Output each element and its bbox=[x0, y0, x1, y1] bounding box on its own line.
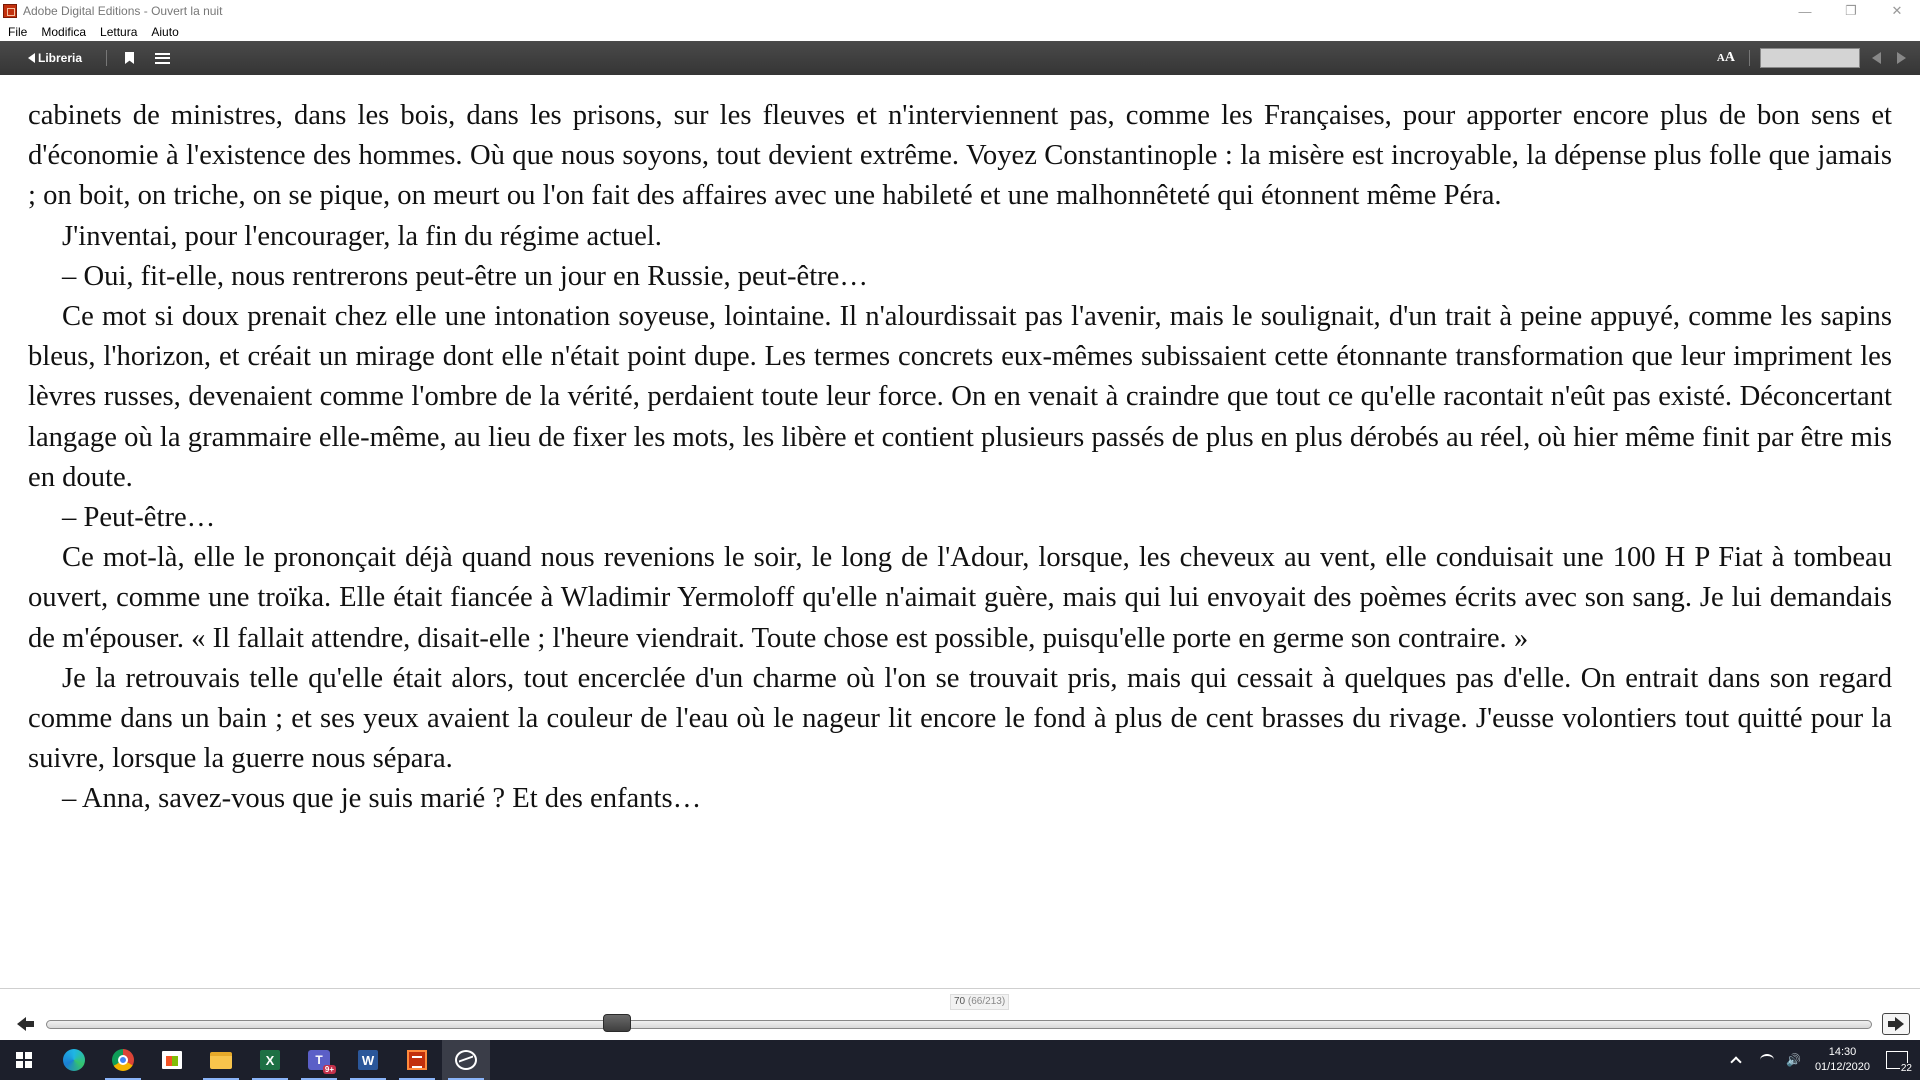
menu-modifica[interactable]: Modifica bbox=[41, 24, 87, 39]
restore-button[interactable]: ❐ bbox=[1845, 3, 1857, 18]
chrome-icon bbox=[112, 1049, 134, 1071]
adobe-digital-editions-taskbar-icon bbox=[407, 1050, 427, 1070]
excel-icon: X bbox=[260, 1050, 280, 1070]
next-page-button[interactable] bbox=[1882, 1013, 1910, 1035]
bookmark-icon[interactable] bbox=[125, 52, 134, 64]
menu-lettura[interactable]: Lettura bbox=[100, 24, 138, 39]
taskbar-excel[interactable] bbox=[246, 1040, 294, 1080]
taskbar-word[interactable] bbox=[344, 1040, 392, 1080]
windows-taskbar bbox=[0, 1040, 1920, 1080]
toolbar-divider-right bbox=[1749, 50, 1750, 66]
store-icon bbox=[162, 1051, 182, 1069]
minimize-button[interactable]: — bbox=[1798, 3, 1812, 19]
search-input[interactable] bbox=[1760, 48, 1860, 68]
paragraph: Ce mot si doux prenait chez elle une intonation soyeuse, lointaine. Il n'alourdissait pas l'avenir, mais le soulignait, d'un trait à peine appuyé, comme les sapins bleus, l'horizon, et créait un mirage dont elle n'était point dupe. Les termes concrets eux-mêmes subissaient cette étonnante transformation que leur impriment les lèvres russes, devenaient comme l'ombre de la vérité, perdaient toute leur force. On en venait à craindre que tout ce qu'elle racontait n'eût pas existé. Déconcertant langage où la grammaire elle-même, au lieu de fixer les mots, les libère et contient plusieurs passés de plus en plus dérobés au réel, où hier même finit par être mis en doute. bbox=[28, 301, 1892, 493]
paragraph: Ce mot-là, elle le prononçait déjà quand nous revenions le soir, le long de l'Adour, lorsque, les cheveux au vent, elle conduisait une 100 H P Fiat à tombeau ouvert, comme une troïka. Elle était fiancée à Wladimir Yermoloff qu'elle n'aimait guère, mais qui lui envoyait des poèmes écrits avec son sang. Je lui demandais de m'épouser. « Il fallait attendre, disait-elle ; l'heure viendrait. Toute chose est possible, puisqu'elle porte en germe son contraire. » bbox=[28, 542, 1892, 654]
photos-icon bbox=[455, 1050, 477, 1070]
page-slider-track[interactable] bbox=[46, 1020, 1872, 1029]
start-button[interactable] bbox=[0, 1040, 48, 1080]
page-number: 70 bbox=[954, 996, 966, 1007]
taskbar-chrome[interactable] bbox=[99, 1040, 147, 1080]
taskbar-edge[interactable] bbox=[50, 1040, 98, 1080]
paragraph: – Oui, fit-elle, nous rentrerons peut-être un jour en Russie, peut-être… bbox=[62, 260, 868, 292]
content-divider bbox=[0, 988, 1920, 989]
taskbar-teams[interactable] bbox=[295, 1040, 343, 1080]
volume-icon[interactable]: 🔊 bbox=[1785, 1053, 1801, 1067]
chevron-up-icon[interactable] bbox=[1730, 1056, 1741, 1067]
taskbar-file-explorer[interactable] bbox=[197, 1040, 245, 1080]
window-controls bbox=[1782, 0, 1920, 22]
clock-time: 14:30 bbox=[1828, 1046, 1857, 1058]
window-title: Adobe Digital Editions - Ouvert la nuit bbox=[23, 4, 223, 18]
menu-aiuto[interactable]: Aiuto bbox=[151, 24, 179, 39]
menu-bar bbox=[0, 22, 1920, 41]
toolbar-divider bbox=[106, 50, 107, 66]
teams-icon: T 9+ bbox=[308, 1050, 330, 1070]
page-slider-thumb[interactable] bbox=[603, 1014, 631, 1032]
word-icon: W bbox=[358, 1050, 378, 1070]
previous-page-icon[interactable] bbox=[17, 1016, 35, 1032]
adobe-digital-editions-icon bbox=[3, 4, 17, 18]
table-of-contents-icon[interactable] bbox=[155, 53, 170, 64]
back-triangle-icon bbox=[28, 53, 35, 63]
page-indicator bbox=[950, 994, 1009, 1010]
taskbar-adobe-digital-editions[interactable] bbox=[393, 1040, 441, 1080]
reader-toolbar bbox=[0, 41, 1920, 75]
font-size-icon[interactable]: AA bbox=[1716, 50, 1735, 65]
edge-icon bbox=[63, 1049, 85, 1071]
page-navigation-bar bbox=[0, 1010, 1920, 1040]
close-button[interactable]: ✕ bbox=[1891, 3, 1903, 18]
network-icon[interactable] bbox=[1760, 1054, 1774, 1066]
paragraph: cabinets de ministres, dans les bois, dans les prisons, sur les fleuves et n'interviennent pas, comme les Françaises, pour apporter encore plus de bon sens et d'économie à l'existence des hommes. Où que nous soyons, tout devient extrême. Voyez Constantinople : la misère est incroyable, la dépense plus folle que jamais ; on boit, on triche, on se pique, on meurt ou l'on fait des affaires avec une habileté et une malhonnêteté qui étonnent même Péra. bbox=[28, 100, 1892, 212]
previous-result-icon[interactable] bbox=[1872, 52, 1881, 64]
menu-file[interactable]: File bbox=[8, 24, 28, 39]
notification-count: 22 bbox=[1900, 1063, 1912, 1074]
folder-icon bbox=[210, 1052, 232, 1069]
notification-icon[interactable] bbox=[1886, 1051, 1912, 1074]
book-page-content bbox=[28, 96, 1892, 820]
paragraph: – Anna, savez-vous que je suis marié ? Et des enfants… bbox=[62, 783, 702, 815]
clock-date: 01/12/2020 bbox=[1814, 1061, 1870, 1073]
paragraph: J'inventai, pour l'encourager, la fin du régime actuel. bbox=[62, 220, 662, 252]
system-tray bbox=[1732, 1040, 1920, 1080]
teams-badge: 9+ bbox=[324, 1065, 334, 1074]
paragraph: – Peut-être… bbox=[62, 502, 216, 534]
title-bar bbox=[0, 0, 1920, 22]
system-clock[interactable] bbox=[1815, 1045, 1870, 1075]
next-result-icon[interactable] bbox=[1897, 52, 1906, 64]
taskbar-store[interactable] bbox=[148, 1040, 196, 1080]
library-label: Libreria bbox=[38, 51, 83, 65]
paragraph: Je la retrouvais telle qu'elle était alors, tout encerclée d'un charme où l'on se trouvait pris, mais qui cessait à quelques pas d'elle. On entrait dans son regard comme dans un bain ; et ses yeux avaient la couleur de l'eau où le nageur lit encore le fond à plus de cent brasses du rivage. J'eusse volontiers tout quitté pour la suivre, lorsque la guerre nous sépara. bbox=[28, 662, 1892, 775]
page-detail: (66/213) bbox=[967, 996, 1006, 1007]
taskbar-photos[interactable] bbox=[442, 1040, 490, 1080]
library-button[interactable] bbox=[28, 51, 82, 65]
toolbar-right-group bbox=[1717, 41, 1920, 75]
windows-logo-icon bbox=[16, 1052, 32, 1068]
